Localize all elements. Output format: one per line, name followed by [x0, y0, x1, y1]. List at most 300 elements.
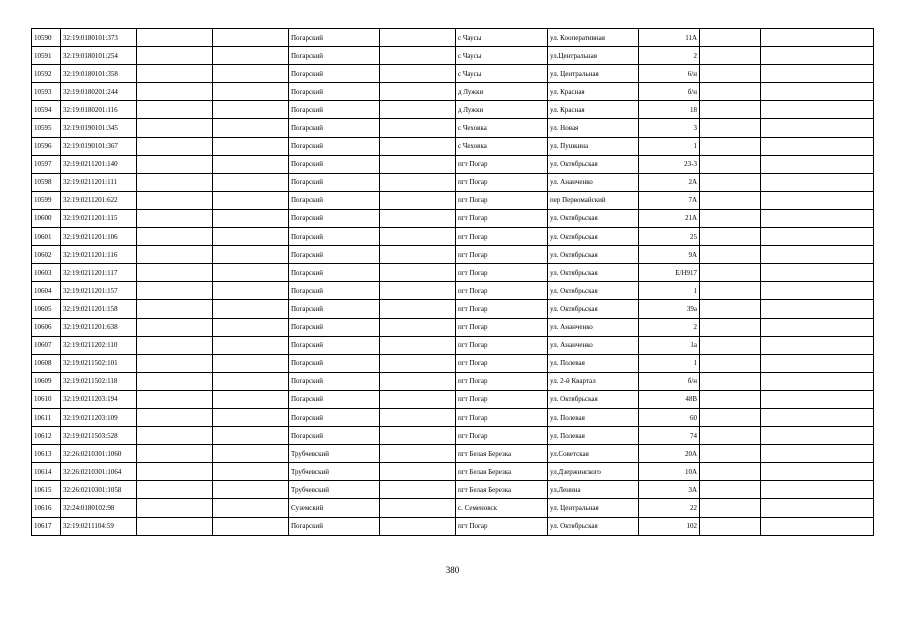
cadastral-number-cell: 32:19:0180201:116: [61, 101, 137, 119]
locality-cell: пгт Погар: [456, 408, 548, 426]
house-number-cell: 1: [639, 354, 700, 372]
empty-cell: [213, 336, 289, 354]
street-cell: ул. Ананченко: [548, 336, 639, 354]
empty-cell: [700, 228, 761, 246]
house-number-cell: 2А: [639, 173, 700, 191]
district-cell: Погарский: [289, 83, 380, 101]
empty-cell: [213, 137, 289, 155]
empty-cell: [761, 47, 874, 65]
empty-cell: [761, 318, 874, 336]
district-cell: Погарский: [289, 264, 380, 282]
row-number-cell: 10610: [32, 390, 61, 408]
district-cell: Трубчевский: [289, 445, 380, 463]
locality-cell: пгт Погар: [456, 390, 548, 408]
empty-cell: [700, 264, 761, 282]
empty-cell: [213, 155, 289, 173]
street-cell: ул.Дзержинского: [548, 463, 639, 481]
empty-cell: [761, 445, 874, 463]
empty-cell: [700, 300, 761, 318]
cadastral-number-cell: 32:26:0210301:1060: [61, 445, 137, 463]
empty-cell: [380, 408, 456, 426]
row-number-cell: 10614: [32, 463, 61, 481]
empty-cell: [137, 318, 213, 336]
row-number-cell: 10603: [32, 264, 61, 282]
empty-cell: [700, 372, 761, 390]
district-cell: Погарский: [289, 29, 380, 47]
house-number-cell: 74: [639, 427, 700, 445]
empty-cell: [137, 173, 213, 191]
row-number-cell: 10605: [32, 300, 61, 318]
row-number-cell: 10594: [32, 101, 61, 119]
locality-cell: с Чаусы: [456, 47, 548, 65]
empty-cell: [700, 354, 761, 372]
empty-cell: [700, 499, 761, 517]
district-cell: Погарский: [289, 318, 380, 336]
street-cell: ул. Октябрьская: [548, 264, 639, 282]
empty-cell: [700, 47, 761, 65]
street-cell: ул. Центральная: [548, 499, 639, 517]
table-row: [32, 300, 874, 318]
empty-cell: [761, 390, 874, 408]
locality-cell: пгт Погар: [456, 282, 548, 300]
empty-cell: [380, 499, 456, 517]
locality-cell: пгт Погар: [456, 517, 548, 535]
empty-cell: [380, 83, 456, 101]
empty-cell: [380, 209, 456, 227]
empty-cell: [761, 336, 874, 354]
locality-cell: с. Семеновск: [456, 499, 548, 517]
empty-cell: [761, 137, 874, 155]
cadastral-number-cell: 32:19:0211203:194: [61, 390, 137, 408]
empty-cell: [137, 445, 213, 463]
registry-table: [31, 28, 874, 536]
empty-cell: [380, 246, 456, 264]
house-number-cell: 1а: [639, 336, 700, 354]
locality-cell: пгт Погар: [456, 228, 548, 246]
table-row: [32, 372, 874, 390]
row-number-cell: 10615: [32, 481, 61, 499]
row-number-cell: 10611: [32, 408, 61, 426]
empty-cell: [700, 137, 761, 155]
locality-cell: с Чеховка: [456, 137, 548, 155]
locality-cell: с Чаусы: [456, 29, 548, 47]
cadastral-number-cell: 32:24:0180102:98: [61, 499, 137, 517]
district-cell: Погарский: [289, 119, 380, 137]
table-row: [32, 390, 874, 408]
cadastral-number-cell: 32:19:0211201:115: [61, 209, 137, 227]
district-cell: Погарский: [289, 155, 380, 173]
empty-cell: [213, 372, 289, 390]
empty-cell: [137, 499, 213, 517]
district-cell: Погарский: [289, 408, 380, 426]
street-cell: ул. Красная: [548, 101, 639, 119]
house-number-cell: б/н: [639, 372, 700, 390]
empty-cell: [380, 318, 456, 336]
row-number-cell: 10591: [32, 47, 61, 65]
empty-cell: [700, 463, 761, 481]
locality-cell: пгт Погар: [456, 155, 548, 173]
row-number-cell: 10607: [32, 336, 61, 354]
house-number-cell: 22: [639, 499, 700, 517]
registry-table-container: [31, 28, 874, 536]
table-row: [32, 101, 874, 119]
empty-cell: [761, 83, 874, 101]
cadastral-number-cell: 32:19:0190101:345: [61, 119, 137, 137]
empty-cell: [700, 318, 761, 336]
empty-cell: [213, 29, 289, 47]
street-cell: ул.Центральная: [548, 47, 639, 65]
empty-cell: [137, 209, 213, 227]
cadastral-number-cell: 32:19:0211203:109: [61, 408, 137, 426]
district-cell: Суземский: [289, 499, 380, 517]
empty-cell: [700, 336, 761, 354]
empty-cell: [761, 282, 874, 300]
empty-cell: [761, 119, 874, 137]
cadastral-number-cell: 32:19:0211503:528: [61, 427, 137, 445]
empty-cell: [761, 209, 874, 227]
empty-cell: [213, 101, 289, 119]
row-number-cell: 10596: [32, 137, 61, 155]
empty-cell: [761, 408, 874, 426]
empty-cell: [761, 29, 874, 47]
district-cell: Погарский: [289, 246, 380, 264]
district-cell: Погарский: [289, 228, 380, 246]
house-number-cell: 20А: [639, 445, 700, 463]
locality-cell: пгт Погар: [456, 336, 548, 354]
empty-cell: [700, 173, 761, 191]
empty-cell: [137, 427, 213, 445]
house-number-cell: 60: [639, 408, 700, 426]
street-cell: ул. Октябрьская: [548, 155, 639, 173]
house-number-cell: 11А: [639, 29, 700, 47]
district-cell: Погарский: [289, 517, 380, 535]
row-number-cell: 10598: [32, 173, 61, 191]
empty-cell: [700, 65, 761, 83]
cadastral-number-cell: 32:19:0211201:622: [61, 191, 137, 209]
table-body: [32, 29, 874, 536]
empty-cell: [700, 83, 761, 101]
district-cell: Погарский: [289, 427, 380, 445]
row-number-cell: 10602: [32, 246, 61, 264]
house-number-cell: 1: [639, 137, 700, 155]
district-cell: Погарский: [289, 336, 380, 354]
street-cell: ул. Октябрьская: [548, 246, 639, 264]
street-cell: ул. Ананченко: [548, 318, 639, 336]
empty-cell: [380, 372, 456, 390]
empty-cell: [380, 119, 456, 137]
empty-cell: [700, 390, 761, 408]
cadastral-number-cell: 32:19:0211104:59: [61, 517, 137, 535]
empty-cell: [761, 372, 874, 390]
empty-cell: [213, 282, 289, 300]
locality-cell: пгт Погар: [456, 318, 548, 336]
row-number-cell: 10613: [32, 445, 61, 463]
house-number-cell: 102: [639, 517, 700, 535]
empty-cell: [380, 264, 456, 282]
empty-cell: [700, 191, 761, 209]
locality-cell: пгт Погар: [456, 264, 548, 282]
street-cell: ул. Октябрьская: [548, 282, 639, 300]
table-row: [32, 427, 874, 445]
locality-cell: пгт Погар: [456, 427, 548, 445]
empty-cell: [761, 155, 874, 173]
empty-cell: [380, 29, 456, 47]
house-number-cell: 2: [639, 47, 700, 65]
street-cell: ул.Ленина: [548, 481, 639, 499]
table-row: [32, 318, 874, 336]
house-number-cell: 3А: [639, 481, 700, 499]
house-number-cell: 2: [639, 318, 700, 336]
house-number-cell: б/н: [639, 83, 700, 101]
empty-cell: [213, 390, 289, 408]
empty-cell: [761, 427, 874, 445]
empty-cell: [700, 119, 761, 137]
empty-cell: [213, 83, 289, 101]
empty-cell: [137, 481, 213, 499]
empty-cell: [761, 499, 874, 517]
empty-cell: [700, 246, 761, 264]
empty-cell: [213, 499, 289, 517]
district-cell: Погарский: [289, 209, 380, 227]
empty-cell: [380, 445, 456, 463]
street-cell: ул. Полевая: [548, 354, 639, 372]
empty-cell: [380, 155, 456, 173]
row-number-cell: 10597: [32, 155, 61, 173]
cadastral-number-cell: 32:19:0211201:117: [61, 264, 137, 282]
empty-cell: [137, 517, 213, 535]
locality-cell: пгт Белая Березка: [456, 481, 548, 499]
empty-cell: [761, 246, 874, 264]
locality-cell: пгт Погар: [456, 173, 548, 191]
table-row: [32, 264, 874, 282]
district-cell: Погарский: [289, 173, 380, 191]
district-cell: Погарский: [289, 372, 380, 390]
row-number-cell: 10590: [32, 29, 61, 47]
cadastral-number-cell: 32:19:0190101:367: [61, 137, 137, 155]
table-row: [32, 209, 874, 227]
empty-cell: [137, 300, 213, 318]
house-number-cell: 39а: [639, 300, 700, 318]
empty-cell: [700, 408, 761, 426]
row-number-cell: 10608: [32, 354, 61, 372]
locality-cell: пгт Погар: [456, 300, 548, 318]
empty-cell: [137, 191, 213, 209]
empty-cell: [700, 209, 761, 227]
house-number-cell: 7А: [639, 191, 700, 209]
cadastral-number-cell: 32:19:0211201:140: [61, 155, 137, 173]
district-cell: Погарский: [289, 282, 380, 300]
empty-cell: [137, 390, 213, 408]
table-row: [32, 336, 874, 354]
empty-cell: [137, 155, 213, 173]
locality-cell: пгт Погар: [456, 191, 548, 209]
cadastral-number-cell: 32:19:0211201:638: [61, 318, 137, 336]
district-cell: Погарский: [289, 191, 380, 209]
empty-cell: [380, 336, 456, 354]
empty-cell: [700, 282, 761, 300]
locality-cell: с Чеховка: [456, 119, 548, 137]
empty-cell: [761, 173, 874, 191]
district-cell: Погарский: [289, 47, 380, 65]
house-number-cell: 25: [639, 228, 700, 246]
cadastral-number-cell: 32:19:0180201:244: [61, 83, 137, 101]
table-row: [32, 463, 874, 481]
table-row: [32, 282, 874, 300]
empty-cell: [700, 445, 761, 463]
empty-cell: [761, 481, 874, 499]
table-row: [32, 137, 874, 155]
street-cell: ул. Центральная: [548, 65, 639, 83]
empty-cell: [380, 282, 456, 300]
district-cell: Погарский: [289, 390, 380, 408]
empty-cell: [137, 29, 213, 47]
empty-cell: [380, 354, 456, 372]
table-row: [32, 155, 874, 173]
empty-cell: [380, 101, 456, 119]
empty-cell: [137, 101, 213, 119]
empty-cell: [137, 137, 213, 155]
house-number-cell: 18: [639, 101, 700, 119]
street-cell: ул. Октябрьская: [548, 209, 639, 227]
empty-cell: [137, 119, 213, 137]
table-row: [32, 246, 874, 264]
empty-cell: [137, 372, 213, 390]
empty-cell: [137, 354, 213, 372]
district-cell: Трубчевский: [289, 481, 380, 499]
street-cell: ул. Октябрьская: [548, 517, 639, 535]
table-row: [32, 29, 874, 47]
table-row: [32, 228, 874, 246]
empty-cell: [213, 264, 289, 282]
table-row: [32, 517, 874, 535]
locality-cell: д Лужки: [456, 101, 548, 119]
empty-cell: [700, 427, 761, 445]
street-cell: ул. Полевая: [548, 408, 639, 426]
empty-cell: [213, 318, 289, 336]
empty-cell: [213, 481, 289, 499]
empty-cell: [213, 228, 289, 246]
cadastral-number-cell: 32:19:0211201:111: [61, 173, 137, 191]
house-number-cell: 23-3: [639, 155, 700, 173]
empty-cell: [380, 228, 456, 246]
district-cell: Погарский: [289, 300, 380, 318]
street-cell: ул. Октябрьская: [548, 390, 639, 408]
street-cell: ул. Октябрьская: [548, 228, 639, 246]
empty-cell: [700, 101, 761, 119]
empty-cell: [213, 408, 289, 426]
empty-cell: [137, 463, 213, 481]
street-cell: ул. Ананченко: [548, 173, 639, 191]
district-cell: Погарский: [289, 101, 380, 119]
empty-cell: [213, 463, 289, 481]
cadastral-number-cell: 32:19:0180101:358: [61, 65, 137, 83]
empty-cell: [137, 65, 213, 83]
cadastral-number-cell: 32:19:0211502:118: [61, 372, 137, 390]
empty-cell: [137, 408, 213, 426]
table-row: [32, 191, 874, 209]
empty-cell: [380, 65, 456, 83]
street-cell: ул. Октябрьская: [548, 300, 639, 318]
table-row: [32, 47, 874, 65]
locality-cell: пгт Погар: [456, 209, 548, 227]
district-cell: Погарский: [289, 137, 380, 155]
locality-cell: пгт Погар: [456, 246, 548, 264]
row-number-cell: 10599: [32, 191, 61, 209]
empty-cell: [137, 228, 213, 246]
empty-cell: [213, 173, 289, 191]
empty-cell: [700, 155, 761, 173]
empty-cell: [380, 463, 456, 481]
cadastral-number-cell: 32:19:0211201:106: [61, 228, 137, 246]
empty-cell: [137, 246, 213, 264]
empty-cell: [213, 427, 289, 445]
empty-cell: [380, 173, 456, 191]
empty-cell: [380, 300, 456, 318]
empty-cell: [700, 29, 761, 47]
row-number-cell: 10600: [32, 209, 61, 227]
street-cell: ул. Новая: [548, 119, 639, 137]
cadastral-number-cell: 32:19:0211201:158: [61, 300, 137, 318]
row-number-cell: 10612: [32, 427, 61, 445]
locality-cell: д Лужки: [456, 83, 548, 101]
table-row: [32, 354, 874, 372]
empty-cell: [213, 119, 289, 137]
empty-cell: [700, 481, 761, 499]
district-cell: Погарский: [289, 65, 380, 83]
table-row: [32, 119, 874, 137]
cadastral-number-cell: 32:19:0211201:116: [61, 246, 137, 264]
table-row: [32, 481, 874, 499]
empty-cell: [137, 336, 213, 354]
locality-cell: с Чаусы: [456, 65, 548, 83]
empty-cell: [213, 517, 289, 535]
row-number-cell: 10601: [32, 228, 61, 246]
cadastral-number-cell: 32:19:0211201:157: [61, 282, 137, 300]
house-number-cell: 10А: [639, 463, 700, 481]
district-cell: Трубчевский: [289, 463, 380, 481]
empty-cell: [380, 47, 456, 65]
empty-cell: [213, 47, 289, 65]
empty-cell: [380, 137, 456, 155]
house-number-cell: 6/н: [639, 65, 700, 83]
locality-cell: пгт Погар: [456, 372, 548, 390]
district-cell: Погарский: [289, 354, 380, 372]
row-number-cell: 10609: [32, 372, 61, 390]
cadastral-number-cell: 32:19:0211202:110: [61, 336, 137, 354]
street-cell: ул. 2-й Квартал: [548, 372, 639, 390]
empty-cell: [137, 282, 213, 300]
empty-cell: [761, 300, 874, 318]
house-number-cell: 9А: [639, 246, 700, 264]
row-number-cell: 10593: [32, 83, 61, 101]
locality-cell: пгт Белая Березка: [456, 463, 548, 481]
empty-cell: [213, 191, 289, 209]
empty-cell: [213, 300, 289, 318]
empty-cell: [213, 445, 289, 463]
empty-cell: [137, 83, 213, 101]
table-row: [32, 408, 874, 426]
street-cell: ул.Советская: [548, 445, 639, 463]
street-cell: ул. Полевая: [548, 427, 639, 445]
row-number-cell: 10606: [32, 318, 61, 336]
empty-cell: [761, 101, 874, 119]
cadastral-number-cell: 32:26:0210301:1058: [61, 481, 137, 499]
empty-cell: [213, 354, 289, 372]
empty-cell: [380, 481, 456, 499]
empty-cell: [761, 463, 874, 481]
street-cell: ул. Красная: [548, 83, 639, 101]
house-number-cell: Е/Н917: [639, 264, 700, 282]
